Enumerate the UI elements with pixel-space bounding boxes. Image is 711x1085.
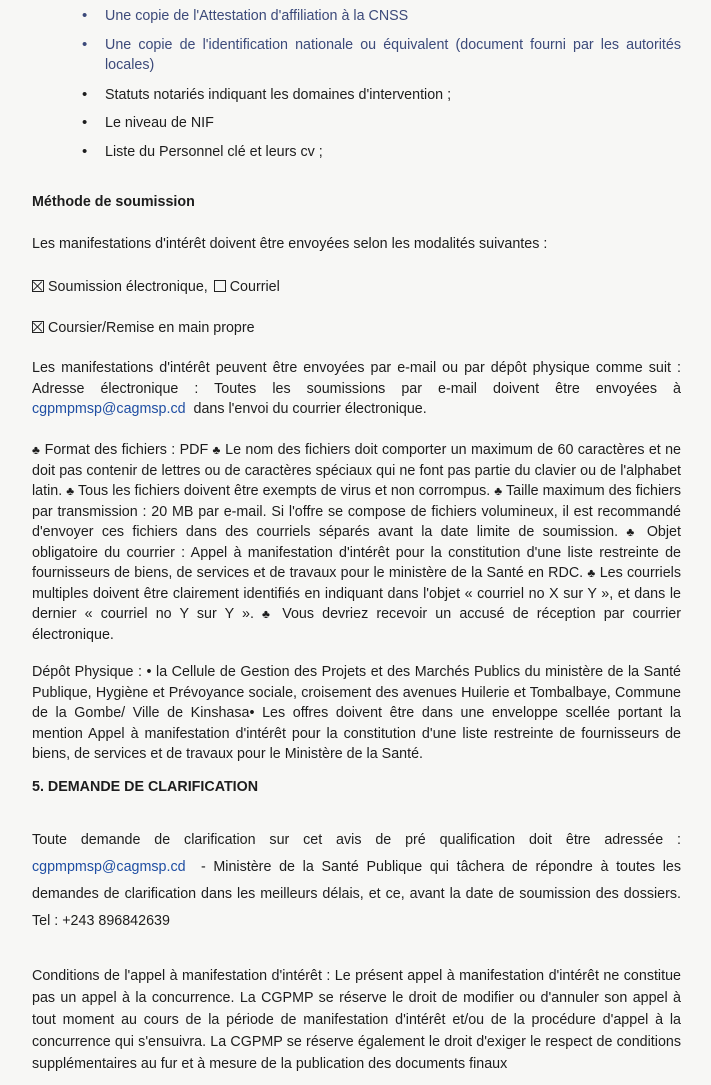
option-label: Soumission électronique, bbox=[48, 279, 208, 295]
clarification-paragraph: Toute demande de clarification sur cet avis de pré qualification doit être adressée : cgpmpmsp@cagmsp.cd - Ministère de la Santé Publique qui tâchera de répondre à toutes les demandes de clarification dans les meilleurs délais, et ce, avant la date de soumission des dossiers. Tel : +243 896842639 bbox=[32, 832, 681, 929]
club-icon: ♣ bbox=[626, 525, 639, 539]
bullet-icon: • bbox=[82, 142, 88, 160]
club-icon: ♣ bbox=[32, 443, 41, 457]
bullet-icon: • bbox=[82, 35, 88, 53]
conditions-paragraph: Conditions de l'appel à manifestation d'intérêt : Le présent appel à manifestation d'intérêt ne constitue pas un appel à la concurrence. La CGPMP se réserve le droit de modifier ou d'annuler son appel à tout moment au cours de la période de manifestation d'intérêt et/ou de la procédure d'appel à la concurrence qui s'ensuivra. La CGPMP se réserve également le droit d'exiger le respect de conditions supplémentaires au fur et à mesure de la publication des documents finaux bbox=[32, 968, 681, 1072]
depot-physique-paragraph: Dépôt Physique : • la Cellule de Gestion des Projets et des Marchés Publics du ministère de la Santé Publique, Hygiène et Prévoyance sociale, croisement des avenues Huilerie et Tombalbaye, Commune de la Gombe/ Ville de Kinshasa• Les offres doivent être dans une enveloppe scellée portant la mention Appel à manifestation d'intérêt pour la constitution d'une liste restreinte de fournisseurs de biens, de services et de travaux pour le Ministère de la Santé. bbox=[32, 664, 682, 762]
bullet-icon: • bbox=[82, 85, 88, 103]
list-item: • Une copie de l'identification nationale ou équivalent (document fourni par les autorités locales) bbox=[82, 35, 681, 73]
empty-checkbox-icon[interactable] bbox=[214, 280, 226, 292]
email-link[interactable]: cgpmpmsp@cagmsp.cd bbox=[32, 859, 186, 875]
section-title: Méthode de soumission bbox=[32, 194, 195, 210]
methode-intro: Les manifestations d'intérêt doivent être envoyées selon les modalités suivantes : bbox=[32, 236, 548, 252]
clarification-section bbox=[32, 777, 681, 798]
courier-option-row bbox=[32, 318, 681, 339]
club-icon: ♣ bbox=[262, 607, 275, 621]
bullet-icon: • bbox=[82, 7, 88, 24]
file-format-paragraph: ♣ Format des fichiers : PDF ♣ Le nom des fichiers doit comporter un maximum de 60 caractères et ne doit pas contenir de lettres ou de caractères spéciaux qui ne font pas partie du clavier ou de l'alphabet latin. ♣ Tous les fichiers doivent être exempts de virus et non corrompus. ♣ Taille maximum des fichiers par transmission : 20 MB par e-mail. Si l'offre se compose de fichiers volumineux, il est recommandé d'envoyer ces fichiers dans des courriels séparés avant la date limite de soumission. ♣ Objet obligatoire du courrier : Appel à manifestation d'intérêt pour la constitution d'une liste restreinte de fournisseurs de biens, de services et de travaux pour le ministère de la Santé en RDC. ♣ Les courriels multiples doivent être clairement identifiés en indiquant dans l'objet « courriel no X sur Y », et dans le dernier « courriel no Y sur Y ». ♣ Vous devriez recevoir un accusé de réception par courrier électronique. bbox=[32, 442, 682, 643]
checked-checkbox-icon[interactable] bbox=[32, 321, 44, 333]
email-link[interactable]: cgpmpmsp@cagmsp.cd bbox=[32, 401, 186, 417]
option-label: Coursier/Remise en main propre bbox=[48, 320, 255, 336]
bullet-icon: • bbox=[82, 114, 88, 131]
section-title: 5. DEMANDE DE CLARIFICATION bbox=[32, 779, 259, 795]
list-item: • Liste du Personnel clé et leurs cv ; bbox=[32, 142, 681, 163]
list-item: • Le niveau de NIF bbox=[32, 113, 681, 134]
email-paragraph: Les manifestations d'intérêt peuvent être envoyées par e-mail ou par dépôt physique comme suit : Adresse électronique : Toutes les soumissions par e-mail doivent être envoyées à cgpmpmsp@cagmsp.cd dans l'envoi du courrier électronique. bbox=[32, 360, 681, 417]
club-icon: ♣ bbox=[66, 484, 75, 498]
required-documents-list bbox=[32, 6, 681, 162]
club-icon: ♣ bbox=[212, 443, 221, 457]
submission-options-row bbox=[32, 277, 681, 298]
option-label: Courriel bbox=[229, 279, 280, 295]
methode-section bbox=[32, 192, 681, 213]
list-item: • Statuts notariés indiquant les domaines d'intervention ; bbox=[32, 85, 681, 106]
club-icon: ♣ bbox=[587, 566, 596, 580]
checked-checkbox-icon[interactable] bbox=[32, 280, 44, 292]
list-item: • Une copie de l'Attestation d'affiliation à la CNSS bbox=[32, 6, 681, 27]
club-icon: ♣ bbox=[494, 484, 503, 498]
